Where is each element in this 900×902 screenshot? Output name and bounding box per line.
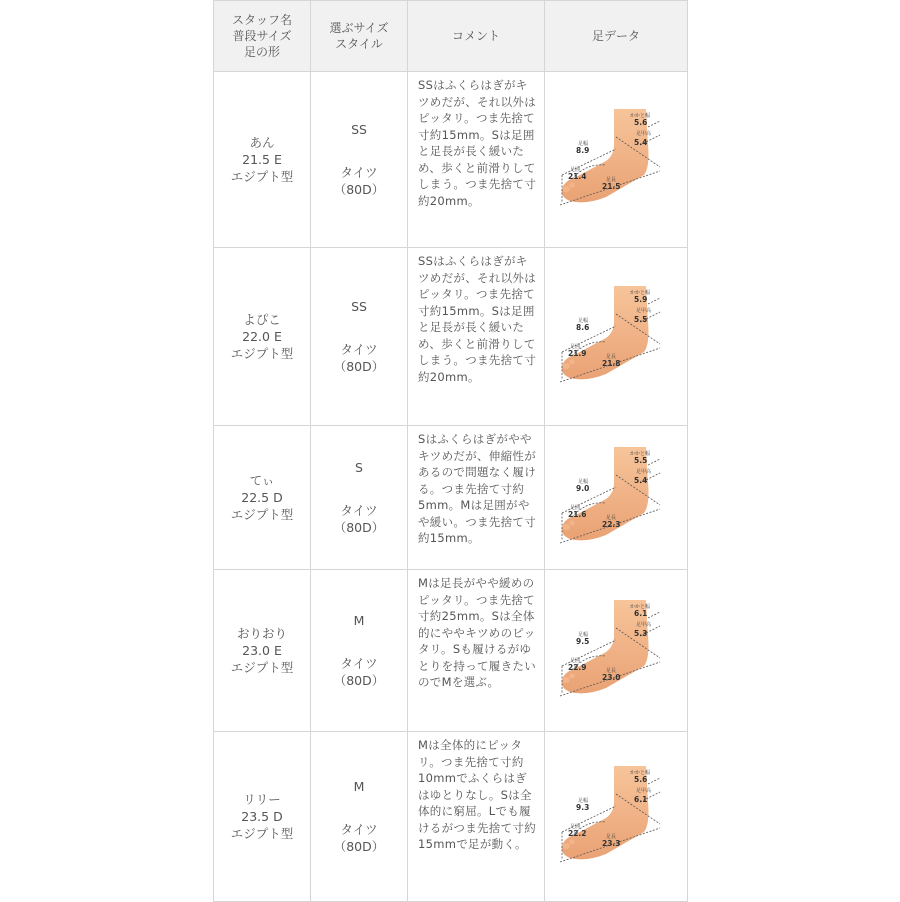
staff-cell [214, 426, 311, 570]
comment-cell: Sはふくらはぎがややキツめだが、伸縮性があるので問題なく履ける。つま先捨て寸約5mm。Mは足囲がやや緩い。つま先捨て寸約15mm。 [408, 426, 545, 570]
foot-data-cell [545, 248, 688, 426]
toe-icon [562, 363, 570, 369]
style-name: タイツ [340, 165, 378, 180]
style-name: タイツ [340, 342, 378, 357]
value-top: 5.9 [634, 294, 648, 304]
usual-size: 23.0 E [242, 643, 282, 658]
staff-cell [214, 248, 311, 426]
staff-name: あん [249, 135, 275, 150]
label-girth: 足囲 [570, 657, 581, 664]
foot-data-cell [545, 72, 688, 248]
toe-icon [562, 843, 570, 849]
foot-data-cell [545, 426, 688, 570]
foot-shape: エジプト型 [230, 169, 294, 184]
value-instep: 5.5 [634, 314, 648, 324]
value-instep: 5.4 [634, 137, 648, 147]
foot-shape: エジプト型 [230, 346, 294, 361]
staff-cell [214, 570, 311, 732]
foot-diagram [556, 105, 676, 215]
staff-name: おりおり [236, 626, 287, 641]
toe-icon [569, 673, 575, 678]
label-girth: 足囲 [570, 343, 581, 350]
label-top: かかと幅 [630, 289, 651, 296]
toe-icon [569, 839, 575, 844]
chosen-size-cell [311, 248, 408, 426]
toe-icon [569, 182, 575, 187]
denier: （80D） [333, 839, 385, 854]
label-width: 足幅 [578, 631, 589, 638]
header-staff [214, 1, 311, 72]
header-foot-data: 足データ [545, 1, 688, 72]
toe-icon [562, 524, 570, 530]
label-length: 足長 [606, 176, 617, 183]
foot-diagram [556, 443, 676, 553]
denier: （80D） [333, 673, 385, 688]
style-name: タイツ [340, 822, 378, 837]
foot-diagram [556, 282, 676, 392]
comment-cell: Mは全体的にピッタリ。つま先捨て寸約10mmでふくらはぎはゆとりなし。Sは全体的に窮屈。Lでも履けるがつま先捨て寸約15mmで足が動く。 [408, 732, 545, 902]
usual-size: 22.5 D [241, 490, 283, 505]
label-width: 足幅 [578, 317, 589, 324]
header-staff-line: 普段サイズ [232, 29, 292, 43]
staff-cell [214, 732, 311, 902]
value-top: 6.1 [634, 608, 648, 618]
label-girth: 足囲 [570, 166, 581, 173]
label-top: かかと幅 [630, 112, 651, 119]
chosen-size: S [355, 460, 363, 475]
toe-icon [569, 520, 575, 525]
label-width: 足幅 [578, 140, 589, 147]
label-instep: 足甲高 [636, 468, 652, 475]
denier: （80D） [333, 359, 385, 374]
table-row [214, 72, 688, 248]
value-top: 5.6 [634, 774, 648, 784]
foot-shape: エジプト型 [230, 826, 294, 841]
staff-name: よぴこ [243, 312, 281, 327]
usual-size: 22.0 E [242, 329, 282, 344]
foot-data-cell [545, 732, 688, 902]
table-header-row [214, 1, 688, 72]
label-girth: 足囲 [570, 504, 581, 511]
label-top: かかと幅 [630, 603, 651, 610]
table-row [214, 426, 688, 570]
chosen-size: M [353, 779, 365, 794]
header-comment: コメント [408, 1, 545, 72]
label-instep: 足甲高 [636, 787, 652, 794]
header-staff-line: 足の形 [243, 45, 280, 59]
toe-icon [562, 186, 570, 192]
header-staff-line: スタッフ名 [231, 13, 292, 27]
style-name: タイツ [340, 656, 378, 671]
label-width: 足幅 [578, 478, 589, 485]
style-name: タイツ [340, 503, 378, 518]
foot-diagram [556, 596, 676, 706]
comment-cell: SSはふくらはぎがキツめだが、それ以外はピッタリ。つま先捨て寸約15mm。Sは足囲と足長が長く緩いため、歩くと前滑りしてしまう。つま先捨て寸約20mm。 [408, 248, 545, 426]
chosen-size-cell [311, 72, 408, 248]
foot-diagram [556, 762, 676, 872]
value-instep: 5.3 [634, 628, 648, 638]
label-length: 足長 [606, 833, 617, 840]
label-instep: 足甲高 [636, 621, 652, 628]
value-instep: 5.4 [634, 475, 648, 485]
comment-cell: Mは足長がやや緩めのピッタリ。つま先捨て寸約25mm。Sは全体的にややキツめのピッタリ。Sも履けるがゆとりを持って履きたいのでMを選ぶ。 [408, 570, 545, 732]
usual-size: 21.5 E [242, 152, 282, 167]
toe-icon [569, 359, 575, 364]
label-width: 足幅 [578, 797, 589, 804]
label-length: 足長 [606, 667, 617, 674]
value-top: 5.6 [634, 117, 648, 127]
value-girth: 21.9 [568, 348, 587, 358]
toe-icon [562, 677, 570, 683]
label-length: 足長 [606, 353, 617, 360]
value-girth: 22.2 [568, 828, 587, 838]
value-instep: 6.1 [634, 794, 648, 804]
label-top: かかと幅 [630, 769, 651, 776]
value-length: 21.5 [602, 181, 621, 191]
label-top: かかと幅 [630, 450, 651, 457]
value-top: 5.5 [634, 455, 648, 465]
value-length: 23.3 [602, 838, 621, 848]
table-row [214, 732, 688, 902]
value-width: 8.9 [576, 145, 590, 155]
value-girth: 21.4 [568, 171, 587, 181]
table-row [214, 248, 688, 426]
chosen-size-cell [311, 570, 408, 732]
denier: （80D） [333, 520, 385, 535]
denier: （80D） [333, 182, 385, 197]
label-instep: 足甲高 [636, 307, 652, 314]
value-length: 21.8 [602, 358, 621, 368]
value-width: 9.3 [576, 802, 590, 812]
header-size-line: 選ぶサイズ [329, 21, 389, 35]
label-length: 足長 [606, 514, 617, 521]
value-girth: 21.6 [568, 509, 587, 519]
usual-size: 23.5 D [241, 809, 283, 824]
header-size-line: スタイル [335, 37, 383, 51]
value-width: 9.5 [576, 636, 590, 646]
foot-shape: エジプト型 [230, 660, 294, 675]
size-comparison-table [213, 0, 688, 902]
chosen-size-cell [311, 732, 408, 902]
foot-data-cell [545, 570, 688, 732]
label-instep: 足甲高 [636, 130, 652, 137]
header-size [311, 1, 408, 72]
chosen-size: SS [351, 122, 367, 137]
chosen-size: SS [351, 299, 367, 314]
foot-shape: エジプト型 [230, 507, 294, 522]
value-length: 22.3 [602, 519, 621, 529]
staff-name: てぃ [249, 473, 275, 488]
comment-cell: SSはふくらはぎがキツめだが、それ以外はピッタリ。つま先捨て寸約15mm。Sは足囲と足長が長く緩いため、歩くと前滑りしてしまう。つま先捨て寸約20mm。 [408, 72, 545, 248]
staff-name: リリー [243, 792, 281, 807]
chosen-size: M [353, 613, 365, 628]
chosen-size-cell [311, 426, 408, 570]
value-length: 23.0 [602, 672, 621, 682]
label-girth: 足囲 [570, 823, 581, 830]
table-row [214, 570, 688, 732]
staff-cell [214, 72, 311, 248]
value-width: 8.6 [576, 322, 590, 332]
value-width: 9.0 [576, 483, 590, 493]
value-girth: 22.9 [568, 662, 587, 672]
